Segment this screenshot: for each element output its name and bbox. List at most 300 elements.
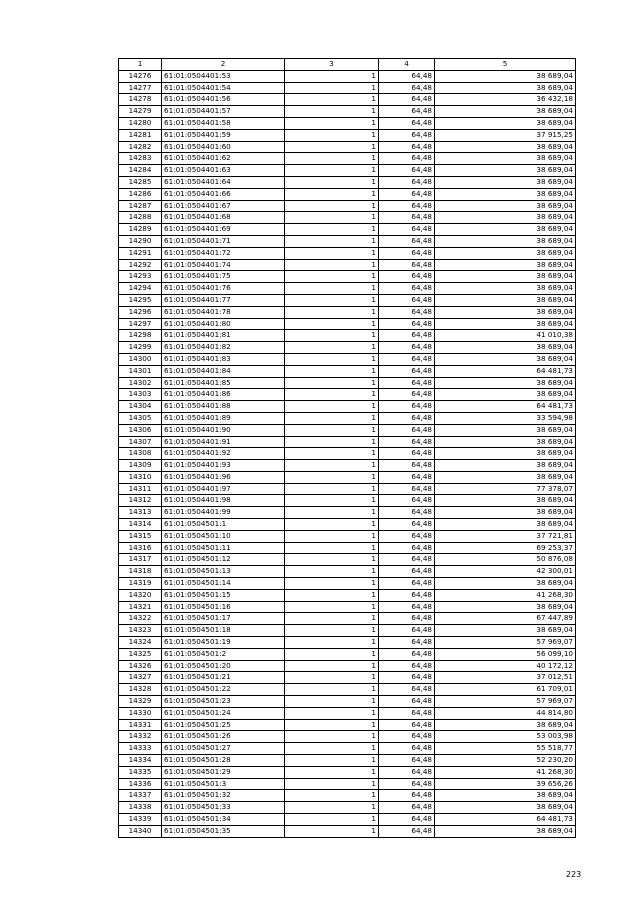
cell-rate: 64,48 [379, 235, 435, 247]
cell-count: 1 [285, 589, 379, 601]
cell-value: 53 003,98 [435, 731, 576, 743]
cell-row-number: 14288 [119, 212, 162, 224]
cell-count: 1 [285, 743, 379, 755]
table-row [119, 424, 576, 436]
table-row [119, 460, 576, 472]
cell-cadastral-number: 61:01:0504401:89 [162, 412, 285, 424]
cell-value: 38 689,04 [435, 283, 576, 295]
cell-cadastral-number: 61:01:0504501:3 [162, 778, 285, 790]
cell-rate: 64,48 [379, 707, 435, 719]
cell-value: 38 689,04 [435, 224, 576, 236]
cell-count: 1 [285, 660, 379, 672]
column-header-3: 3 [285, 59, 379, 71]
cell-count: 1 [285, 766, 379, 778]
cell-cadastral-number: 61:01:0504401:58 [162, 117, 285, 129]
column-header-1: 1 [119, 59, 162, 71]
cell-row-number: 14284 [119, 165, 162, 177]
cell-value: 38 689,04 [435, 719, 576, 731]
cell-rate: 64,48 [379, 542, 435, 554]
table-body [119, 70, 576, 837]
table-row [119, 495, 576, 507]
cell-count: 1 [285, 696, 379, 708]
cell-count: 1 [285, 778, 379, 790]
cell-rate: 64,48 [379, 684, 435, 696]
cell-cadastral-number: 61:01:0504501:22 [162, 684, 285, 696]
cell-cadastral-number: 61:01:0504401:81 [162, 330, 285, 342]
table-row [119, 94, 576, 106]
cell-cadastral-number: 61:01:0504401:59 [162, 129, 285, 141]
cell-cadastral-number: 61:01:0504401:88 [162, 401, 285, 413]
cell-count: 1 [285, 70, 379, 82]
cell-rate: 64,48 [379, 330, 435, 342]
table-row [119, 401, 576, 413]
cell-count: 1 [285, 247, 379, 259]
table-row [119, 601, 576, 613]
cell-row-number: 14278 [119, 94, 162, 106]
table-row [119, 778, 576, 790]
cell-rate: 64,48 [379, 342, 435, 354]
cell-rate: 64,48 [379, 755, 435, 767]
cell-row-number: 14313 [119, 507, 162, 519]
cell-rate: 64,48 [379, 507, 435, 519]
cell-row-number: 14338 [119, 802, 162, 814]
table-row [119, 790, 576, 802]
cell-cadastral-number: 61:01:0504401:72 [162, 247, 285, 259]
cell-value: 50 876,08 [435, 554, 576, 566]
cell-value: 38 689,04 [435, 259, 576, 271]
cell-count: 1 [285, 377, 379, 389]
cell-value: 56 099,10 [435, 648, 576, 660]
table-row [119, 625, 576, 637]
table-row [119, 814, 576, 826]
table-row [119, 188, 576, 200]
cell-cadastral-number: 61:01:0504401:62 [162, 153, 285, 165]
cell-cadastral-number: 61:01:0504401:91 [162, 436, 285, 448]
cell-cadastral-number: 61:01:0504501:2 [162, 648, 285, 660]
cell-row-number: 14339 [119, 814, 162, 826]
cell-row-number: 14340 [119, 825, 162, 837]
cell-value: 38 689,04 [435, 471, 576, 483]
cell-value: 37 012,51 [435, 672, 576, 684]
cell-value: 38 689,04 [435, 507, 576, 519]
cell-cadastral-number: 61:01:0504501:23 [162, 696, 285, 708]
cell-cadastral-number: 61:01:0504501:18 [162, 625, 285, 637]
cell-row-number: 14304 [119, 401, 162, 413]
cell-rate: 64,48 [379, 483, 435, 495]
cell-row-number: 14285 [119, 176, 162, 188]
cell-value: 38 689,04 [435, 82, 576, 94]
cell-value: 36 432,18 [435, 94, 576, 106]
cell-value: 64 481,73 [435, 365, 576, 377]
cell-row-number: 14315 [119, 530, 162, 542]
cell-count: 1 [285, 519, 379, 531]
cell-value: 38 689,04 [435, 165, 576, 177]
cell-cadastral-number: 61:01:0504501:19 [162, 637, 285, 649]
cell-value: 61 709,01 [435, 684, 576, 696]
cell-rate: 64,48 [379, 377, 435, 389]
table-row [119, 200, 576, 212]
cell-cadastral-number: 61:01:0504401:68 [162, 212, 285, 224]
cell-cadastral-number: 61:01:0504401:77 [162, 294, 285, 306]
cell-count: 1 [285, 825, 379, 837]
cell-rate: 64,48 [379, 318, 435, 330]
cell-count: 1 [285, 648, 379, 660]
cell-cadastral-number: 61:01:0504401:75 [162, 271, 285, 283]
cell-rate: 64,48 [379, 637, 435, 649]
cell-cadastral-number: 61:01:0504501:20 [162, 660, 285, 672]
cell-count: 1 [285, 601, 379, 613]
table-row [119, 247, 576, 259]
cell-count: 1 [285, 141, 379, 153]
cell-count: 1 [285, 424, 379, 436]
cell-row-number: 14322 [119, 613, 162, 625]
cell-rate: 64,48 [379, 153, 435, 165]
cell-rate: 64,48 [379, 283, 435, 295]
cell-rate: 64,48 [379, 648, 435, 660]
table-row [119, 519, 576, 531]
cell-count: 1 [285, 483, 379, 495]
cell-row-number: 14289 [119, 224, 162, 236]
cell-value: 38 689,04 [435, 825, 576, 837]
cell-cadastral-number: 61:01:0504401:98 [162, 495, 285, 507]
table-row [119, 165, 576, 177]
cell-cadastral-number: 61:01:0504501:13 [162, 566, 285, 578]
table-row [119, 825, 576, 837]
cell-rate: 64,48 [379, 625, 435, 637]
cell-value: 38 689,04 [435, 247, 576, 259]
cell-row-number: 14336 [119, 778, 162, 790]
cell-cadastral-number: 61:01:0504501:26 [162, 731, 285, 743]
cell-row-number: 14337 [119, 790, 162, 802]
table-row [119, 660, 576, 672]
cell-count: 1 [285, 342, 379, 354]
table-row [119, 719, 576, 731]
cell-rate: 64,48 [379, 412, 435, 424]
cell-value: 38 689,04 [435, 519, 576, 531]
cell-cadastral-number: 61:01:0504401:86 [162, 389, 285, 401]
cell-value: 38 689,04 [435, 342, 576, 354]
cell-cadastral-number: 61:01:0504401:97 [162, 483, 285, 495]
cell-value: 38 689,04 [435, 318, 576, 330]
cell-row-number: 14307 [119, 436, 162, 448]
table-row [119, 672, 576, 684]
cell-row-number: 14276 [119, 70, 162, 82]
cell-value: 42 300,01 [435, 566, 576, 578]
cell-value: 38 689,04 [435, 802, 576, 814]
cell-row-number: 14334 [119, 755, 162, 767]
cell-row-number: 14329 [119, 696, 162, 708]
cell-value: 41 268,30 [435, 766, 576, 778]
table-row [119, 637, 576, 649]
cell-rate: 64,48 [379, 365, 435, 377]
cell-count: 1 [285, 200, 379, 212]
table-row [119, 70, 576, 82]
cell-row-number: 14327 [119, 672, 162, 684]
cell-rate: 64,48 [379, 778, 435, 790]
table-row [119, 259, 576, 271]
cell-value: 38 689,04 [435, 377, 576, 389]
cell-count: 1 [285, 389, 379, 401]
cell-rate: 64,48 [379, 589, 435, 601]
table-row [119, 707, 576, 719]
cell-row-number: 14330 [119, 707, 162, 719]
cell-count: 1 [285, 507, 379, 519]
cell-row-number: 14283 [119, 153, 162, 165]
cell-count: 1 [285, 542, 379, 554]
page-number: 223 [566, 870, 582, 879]
cell-value: 67 447,89 [435, 613, 576, 625]
cell-count: 1 [285, 283, 379, 295]
cell-cadastral-number: 61:01:0504501:33 [162, 802, 285, 814]
cell-row-number: 14318 [119, 566, 162, 578]
cell-rate: 64,48 [379, 259, 435, 271]
cell-cadastral-number: 61:01:0504401:92 [162, 448, 285, 460]
cell-cadastral-number: 61:01:0504401:83 [162, 353, 285, 365]
table-row [119, 106, 576, 118]
cell-value: 33 594,98 [435, 412, 576, 424]
cell-rate: 64,48 [379, 212, 435, 224]
cell-count: 1 [285, 401, 379, 413]
cadastral-table [118, 58, 576, 838]
cell-count: 1 [285, 719, 379, 731]
cell-value: 44 814,80 [435, 707, 576, 719]
table-row [119, 507, 576, 519]
cell-rate: 64,48 [379, 224, 435, 236]
cell-cadastral-number: 61:01:0504501:25 [162, 719, 285, 731]
cell-count: 1 [285, 165, 379, 177]
cell-cadastral-number: 61:01:0504501:11 [162, 542, 285, 554]
cell-rate: 64,48 [379, 766, 435, 778]
cell-row-number: 14328 [119, 684, 162, 696]
cell-value: 38 689,04 [435, 625, 576, 637]
table-row [119, 755, 576, 767]
cell-row-number: 14323 [119, 625, 162, 637]
cell-rate: 64,48 [379, 294, 435, 306]
cell-count: 1 [285, 448, 379, 460]
cell-count: 1 [285, 707, 379, 719]
cell-rate: 64,48 [379, 306, 435, 318]
cell-cadastral-number: 61:01:0504501:29 [162, 766, 285, 778]
cell-count: 1 [285, 129, 379, 141]
table-row [119, 566, 576, 578]
cell-rate: 64,48 [379, 460, 435, 472]
cell-count: 1 [285, 212, 379, 224]
cell-value: 38 689,04 [435, 436, 576, 448]
cell-value: 38 689,04 [435, 460, 576, 472]
cell-cadastral-number: 61:01:0504401:99 [162, 507, 285, 519]
cell-value: 38 689,04 [435, 200, 576, 212]
cell-value: 38 689,04 [435, 106, 576, 118]
cell-rate: 64,48 [379, 389, 435, 401]
cell-row-number: 14305 [119, 412, 162, 424]
cell-count: 1 [285, 436, 379, 448]
cell-value: 38 689,04 [435, 389, 576, 401]
cell-row-number: 14316 [119, 542, 162, 554]
cell-rate: 64,48 [379, 70, 435, 82]
cell-rate: 64,48 [379, 566, 435, 578]
table-row [119, 389, 576, 401]
cell-count: 1 [285, 554, 379, 566]
cell-cadastral-number: 61:01:0504401:63 [162, 165, 285, 177]
cell-row-number: 14320 [119, 589, 162, 601]
cell-value: 52 230,20 [435, 755, 576, 767]
cell-value: 38 689,04 [435, 353, 576, 365]
cell-count: 1 [285, 755, 379, 767]
table-row [119, 224, 576, 236]
cell-row-number: 14292 [119, 259, 162, 271]
cell-rate: 64,48 [379, 188, 435, 200]
cell-count: 1 [285, 235, 379, 247]
cell-cadastral-number: 61:01:0504401:76 [162, 283, 285, 295]
cell-rate: 64,48 [379, 731, 435, 743]
cell-cadastral-number: 61:01:0504401:60 [162, 141, 285, 153]
cell-value: 37 915,25 [435, 129, 576, 141]
cell-value: 38 689,04 [435, 153, 576, 165]
cell-cadastral-number: 61:01:0504501:35 [162, 825, 285, 837]
cell-rate: 64,48 [379, 271, 435, 283]
cell-cadastral-number: 61:01:0504401:53 [162, 70, 285, 82]
cell-rate: 64,48 [379, 106, 435, 118]
cell-row-number: 14294 [119, 283, 162, 295]
cell-count: 1 [285, 318, 379, 330]
cell-rate: 64,48 [379, 401, 435, 413]
cell-rate: 64,48 [379, 613, 435, 625]
cell-cadastral-number: 61:01:0504401:93 [162, 460, 285, 472]
cell-rate: 64,48 [379, 165, 435, 177]
cell-value: 40 172,12 [435, 660, 576, 672]
cell-count: 1 [285, 578, 379, 590]
cell-row-number: 14281 [119, 129, 162, 141]
cell-row-number: 14301 [119, 365, 162, 377]
cell-count: 1 [285, 106, 379, 118]
table-row [119, 129, 576, 141]
cell-row-number: 14331 [119, 719, 162, 731]
cell-count: 1 [285, 471, 379, 483]
table-row [119, 353, 576, 365]
table-row [119, 448, 576, 460]
table-row [119, 684, 576, 696]
cell-value: 38 689,04 [435, 578, 576, 590]
cell-count: 1 [285, 117, 379, 129]
table-row [119, 412, 576, 424]
cell-rate: 64,48 [379, 578, 435, 590]
cell-row-number: 14299 [119, 342, 162, 354]
cell-cadastral-number: 61:01:0504501:17 [162, 613, 285, 625]
cell-count: 1 [285, 176, 379, 188]
cell-cadastral-number: 61:01:0504501:32 [162, 790, 285, 802]
cell-value: 39 656,26 [435, 778, 576, 790]
cell-rate: 64,48 [379, 176, 435, 188]
cell-cadastral-number: 61:01:0504501:28 [162, 755, 285, 767]
cell-rate: 64,48 [379, 790, 435, 802]
cell-count: 1 [285, 153, 379, 165]
cell-value: 55 518,77 [435, 743, 576, 755]
table-row [119, 542, 576, 554]
cell-value: 38 689,04 [435, 306, 576, 318]
cell-cadastral-number: 61:01:0504501:34 [162, 814, 285, 826]
table-row [119, 176, 576, 188]
table-row [119, 483, 576, 495]
cell-rate: 64,48 [379, 660, 435, 672]
cell-rate: 64,48 [379, 448, 435, 460]
cell-rate: 64,48 [379, 117, 435, 129]
cell-value: 38 689,04 [435, 448, 576, 460]
cell-row-number: 14302 [119, 377, 162, 389]
table-row [119, 648, 576, 660]
cell-value: 38 689,04 [435, 601, 576, 613]
cell-row-number: 14324 [119, 637, 162, 649]
cell-cadastral-number: 61:01:0504401:96 [162, 471, 285, 483]
cell-rate: 64,48 [379, 519, 435, 531]
cell-value: 38 689,04 [435, 790, 576, 802]
cell-value: 69 253,37 [435, 542, 576, 554]
table-row [119, 141, 576, 153]
cell-count: 1 [285, 802, 379, 814]
cell-rate: 64,48 [379, 353, 435, 365]
cell-value: 41 268,30 [435, 589, 576, 601]
cell-cadastral-number: 61:01:0504401:82 [162, 342, 285, 354]
table-row [119, 82, 576, 94]
table-row [119, 802, 576, 814]
cell-cadastral-number: 61:01:0504401:85 [162, 377, 285, 389]
cell-row-number: 14319 [119, 578, 162, 590]
cell-value: 38 689,04 [435, 188, 576, 200]
cell-row-number: 14295 [119, 294, 162, 306]
cell-cadastral-number: 61:01:0504501:15 [162, 589, 285, 601]
header-row [119, 59, 576, 71]
table-row [119, 365, 576, 377]
cell-count: 1 [285, 353, 379, 365]
cell-value: 77 378,07 [435, 483, 576, 495]
cell-cadastral-number: 61:01:0504501:12 [162, 554, 285, 566]
cell-value: 37 721,81 [435, 530, 576, 542]
table-row [119, 743, 576, 755]
cell-cadastral-number: 61:01:0504401:78 [162, 306, 285, 318]
table-row [119, 377, 576, 389]
table-row [119, 578, 576, 590]
cell-row-number: 14311 [119, 483, 162, 495]
table-row [119, 271, 576, 283]
cell-row-number: 14325 [119, 648, 162, 660]
cell-cadastral-number: 61:01:0504401:57 [162, 106, 285, 118]
cell-row-number: 14310 [119, 471, 162, 483]
table-row [119, 294, 576, 306]
cell-row-number: 14279 [119, 106, 162, 118]
table-row [119, 318, 576, 330]
cell-row-number: 14303 [119, 389, 162, 401]
cell-rate: 64,48 [379, 743, 435, 755]
table-row [119, 554, 576, 566]
column-header-2: 2 [162, 59, 285, 71]
cell-rate: 64,48 [379, 696, 435, 708]
cell-row-number: 14326 [119, 660, 162, 672]
cell-count: 1 [285, 495, 379, 507]
cell-row-number: 14332 [119, 731, 162, 743]
cell-row-number: 14308 [119, 448, 162, 460]
cell-value: 38 689,04 [435, 176, 576, 188]
table-row [119, 235, 576, 247]
cell-value: 38 689,04 [435, 212, 576, 224]
cell-row-number: 14309 [119, 460, 162, 472]
cell-rate: 64,48 [379, 802, 435, 814]
cell-row-number: 14287 [119, 200, 162, 212]
table-row [119, 436, 576, 448]
cell-count: 1 [285, 330, 379, 342]
cell-count: 1 [285, 271, 379, 283]
cell-row-number: 14317 [119, 554, 162, 566]
cell-count: 1 [285, 613, 379, 625]
cell-rate: 64,48 [379, 200, 435, 212]
